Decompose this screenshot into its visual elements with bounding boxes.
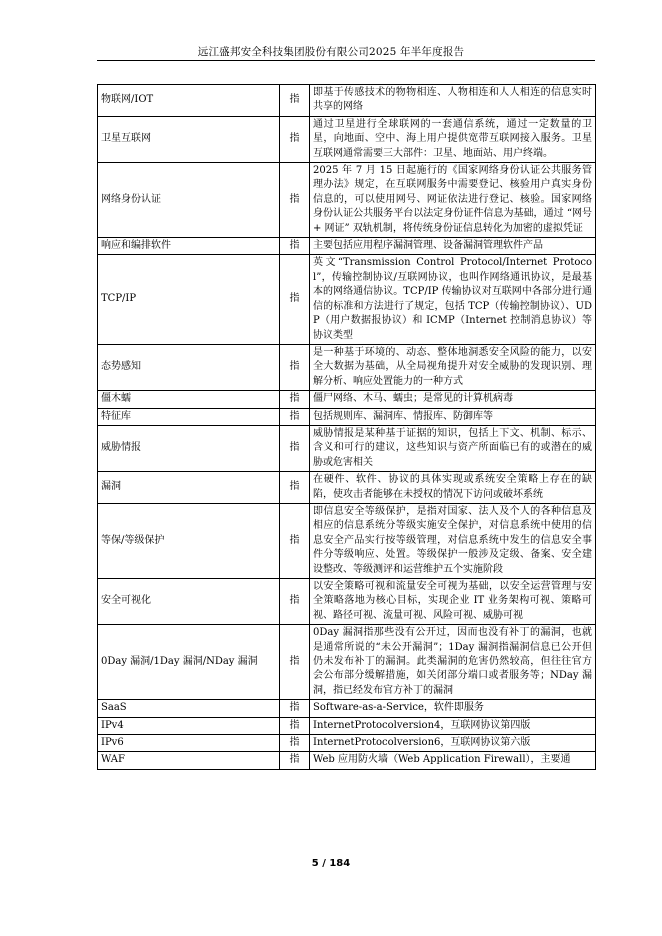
glossary-definition: 通过卫星进行全球联网的一套通信系统，通过一定数量的卫星，向地面、空中、海上用户提供宽带互联网接入服务。卫星互联网通常需要三大部件：卫星、地面站、用户终端。 [310,116,596,162]
glossary-marker: 指 [280,116,310,162]
glossary-marker: 指 [280,700,310,717]
glossary-definition: 以安全策略可视和流量安全可视为基础，以安全运营管理与安全策略落地为核心目标，实现企业 IT 业务架构可视、策略可视、路径可视、流量可视、风险可视、威胁可视 [310,579,596,625]
glossary-term: 0Day 漏洞/1Day 漏洞/NDay 漏洞 [98,625,280,700]
glossary-marker: 指 [280,255,310,344]
header-divider [97,60,595,61]
glossary-marker: 指 [280,717,310,734]
table-row [98,255,596,344]
glossary-definition: 英文“Transmission Control Protocol/Internet Protocol”，传输控制协议/互联网协议，也叫作网络通讯协议，是最基本的网络通信协议。TCP/IP 传输协议对互联网中各部分进行通信的标准和方法进行了规定，包括 TCP（传输控制协议）、UDP（用户数据报协议）和 ICMP（Internet 控制消息协议）等协议类型 [310,255,596,344]
glossary-term: 态势感知 [98,344,280,390]
glossary-term: SaaS [98,700,280,717]
glossary-marker: 指 [280,425,310,471]
glossary-term: 特征库 [98,408,280,425]
glossary-term: IPv4 [98,717,280,734]
glossary-definition: 在硬件、软件、协议的具体实现或系统安全策略上存在的缺陷，使攻击者能够在未授权的情况下访问或破坏系统 [310,472,596,504]
glossary-term: WAF [98,752,280,769]
glossary-term: 网络身份认证 [98,163,280,238]
page-number: 5 / 184 [311,858,351,869]
table-row [98,700,596,717]
glossary-term: 等保/等级保护 [98,503,280,578]
table-row [98,116,596,162]
glossary-marker: 指 [280,625,310,700]
glossary-marker: 指 [280,503,310,578]
glossary-term: 僵木蠕 [98,391,280,408]
glossary-definition: 2025 年 7 月 15 日起施行的《国家网络身份认证公共服务管理办法》规定，在互联网服务中需要登记、核验用户真实身份信息的，可以使用网号、网证依法进行登记、核验。国家网络身份认证公共服务平台以法定身份证件信息为基础，通过 “网号 + 网证” 双轨机制，将传统身份证信息转化为加密的虚拟凭证 [310,163,596,238]
glossary-definition: 威胁情报是某种基于证据的知识，包括上下文、机制、标示、含义和可行的建议，这些知识与资产所面临已有的或潜在的威胁或危害相关 [310,425,596,471]
glossary-definition: Web 应用防火墙（Web Application Firewall），主要通 [310,752,596,769]
table-row [98,408,596,425]
glossary-definition: 即信息安全等级保护，是指对国家、法人及个人的各种信息及相应的信息系统分等级实施安全保护，对信息系统中使用的信息安全产品实行按等级管理，对信息系统中发生的信息安全事件分等级响应、处置。等级保护一般涉及定级、备案、安全建设整改、等级测评和运营维护五个实施阶段 [310,503,596,578]
glossary-definition: 即基于传感技术的物物相连、人物相连和人人相连的信息实时共享的网络 [310,85,596,117]
glossary-definition: 包括规则库、漏洞库、情报库、防御库等 [310,408,596,425]
glossary-marker: 指 [280,85,310,117]
table-row [98,238,596,255]
glossary-term: 物联网/IOT [98,85,280,117]
glossary-definition: 僵尸网络、木马、蠕虫；是常见的计算机病毒 [310,391,596,408]
glossary-marker: 指 [280,472,310,504]
glossary-term: 威胁情报 [98,425,280,471]
glossary-term: TCP/IP [98,255,280,344]
table-row [98,579,596,625]
glossary-definition: 主要包括应用程序漏洞管理、设备漏洞管理软件产品 [310,238,596,255]
table-row [98,344,596,390]
glossary-marker: 指 [280,344,310,390]
glossary-definition: 是一种基于环境的、动态、整体地洞悉安全风险的能力，以安全大数据为基础，从全局视角提升对安全威胁的发现识别、理解分析、响应处置能力的一种方式 [310,344,596,390]
table-row [98,752,596,769]
glossary-term: 响应和编排软件 [98,238,280,255]
glossary-term: 安全可视化 [98,579,280,625]
glossary-definition: 0Day 漏洞指那些没有公开过，因而也没有补丁的漏洞，也就是通常所说的“未公开漏洞”；1Day 漏洞指漏洞信息已公开但仍未发布补丁的漏洞。此类漏洞的危害仍然较高，但往往官方会公布部分缓解措施，如关闭部分端口或者服务等；NDay 漏洞，指已经发布官方补丁的漏洞 [310,625,596,700]
glossary-definition: Software-as-a-Service，软件即服务 [310,700,596,717]
table-row [98,625,596,700]
report-header: 远江盛邦安全科技集团股份有限公司2025 年半年度报告 [197,46,465,58]
glossary-term: 漏洞 [98,472,280,504]
glossary-term: 卫星互联网 [98,116,280,162]
table-row [98,163,596,238]
glossary-marker: 指 [280,752,310,769]
glossary-marker: 指 [280,238,310,255]
table-row [98,472,596,504]
glossary-definition: InternetProtocolversion4，互联网协议第四版 [310,717,596,734]
glossary-body [98,85,596,770]
glossary-term: IPv6 [98,735,280,752]
glossary-marker: 指 [280,163,310,238]
glossary-marker: 指 [280,408,310,425]
glossary-table [97,84,596,770]
table-row [98,391,596,408]
glossary-marker: 指 [280,579,310,625]
glossary-definition: InternetProtocolversion6，互联网协议第六版 [310,735,596,752]
glossary-marker: 指 [280,391,310,408]
table-row [98,425,596,471]
table-row [98,85,596,117]
glossary-marker: 指 [280,735,310,752]
table-row [98,503,596,578]
table-row [98,735,596,752]
table-row [98,717,596,734]
